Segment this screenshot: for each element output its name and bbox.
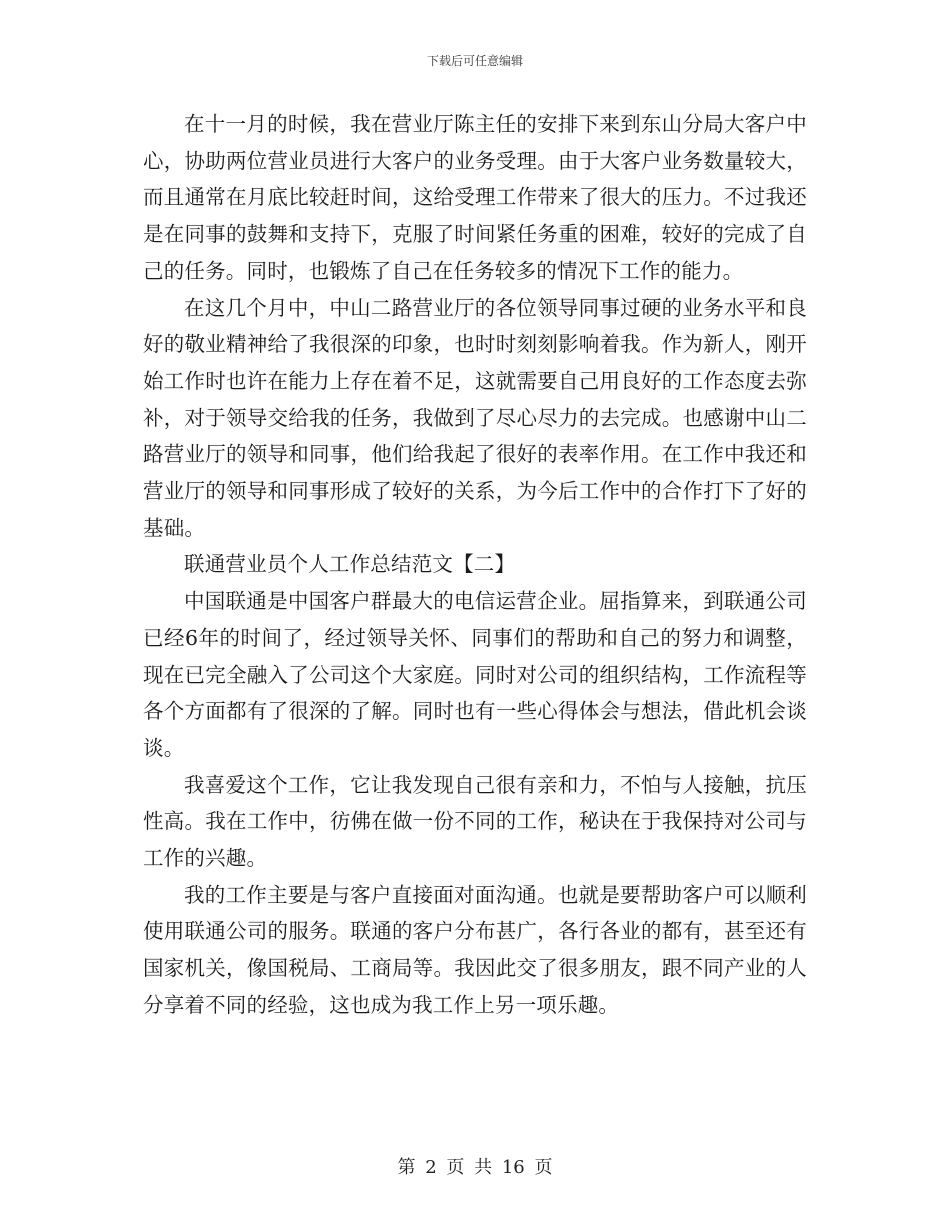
paragraph-5: 我的工作主要是与客户直接面对面沟通。也就是要帮助客户可以顺利使用联通公司的服务。联通的客户分布甚广，各行各业的都有，甚至还有国家机关，像国税局、工商局等。我因此交了很多朋友，跟不同产业的人分享着不同的经验，这也成为我工作上另一项乐趣。 <box>143 882 807 1017</box>
page-header-note: 下载后可任意编辑 <box>426 54 523 68</box>
section-heading: 联通营业员个人工作总结范文【二】 <box>184 552 516 577</box>
paragraph-4: 我喜爱这个工作，它让我发现自己很有亲和力，不怕与人接触，抗压性高。我在工作中，彷佛在做一份不同的工作，秘诀在于我保持对公司与工作的兴趣。 <box>143 772 807 871</box>
page-number-footer: 第 2 页 共 16 页 <box>397 1157 553 1178</box>
paragraph-2: 在这几个月中，中山二路营业厅的各位领导同事过硬的业务水平和良好的敬业精神给了我很深的印象，也时时刻刻影响着我。作为新人，刚开始工作时也许在能力上存在着不足，这就需要自己用良好的工作态度去弥补，对于领导交给我的任务，我做到了尽心尽力的去完成。也感谢中山二路营业厅的领导和同事，他们给我起了很好的表率作用。在工作中我还和营业厅的领导和同事形成了较好的关系，为今后工作中的合作打下了好的基础。 <box>143 295 807 540</box>
paragraph-1: 在十一月的时候，我在营业厅陈主任的安排下来到东山分局大客户中心，协助两位营业员进行大客户的业务受理。由于大客户业务数量较大，而且通常在月底比较赶时间，这给受理工作带来了很大的压力。不过我还是在同事的鼓舞和支持下，克服了时间紧任务重的困难，较好的完成了自己的任务。同时，也锻炼了自己在任务较多的情况下工作的能力。 <box>143 112 807 283</box>
document-body <box>143 106 807 1024</box>
paragraph-3: 中国联通是中国客户群最大的电信运营企业。屈指算来，到联通公司已经6年的时间了，经过领导关怀、同事们的帮助和自己的努力和调整，现在已完全融入了公司这个大家庭。同时对公司的组织结构，工作流程等各个方面都有了很深的了解。同时也有一些心得体会与想法，借此机会谈谈。 <box>143 589 807 760</box>
